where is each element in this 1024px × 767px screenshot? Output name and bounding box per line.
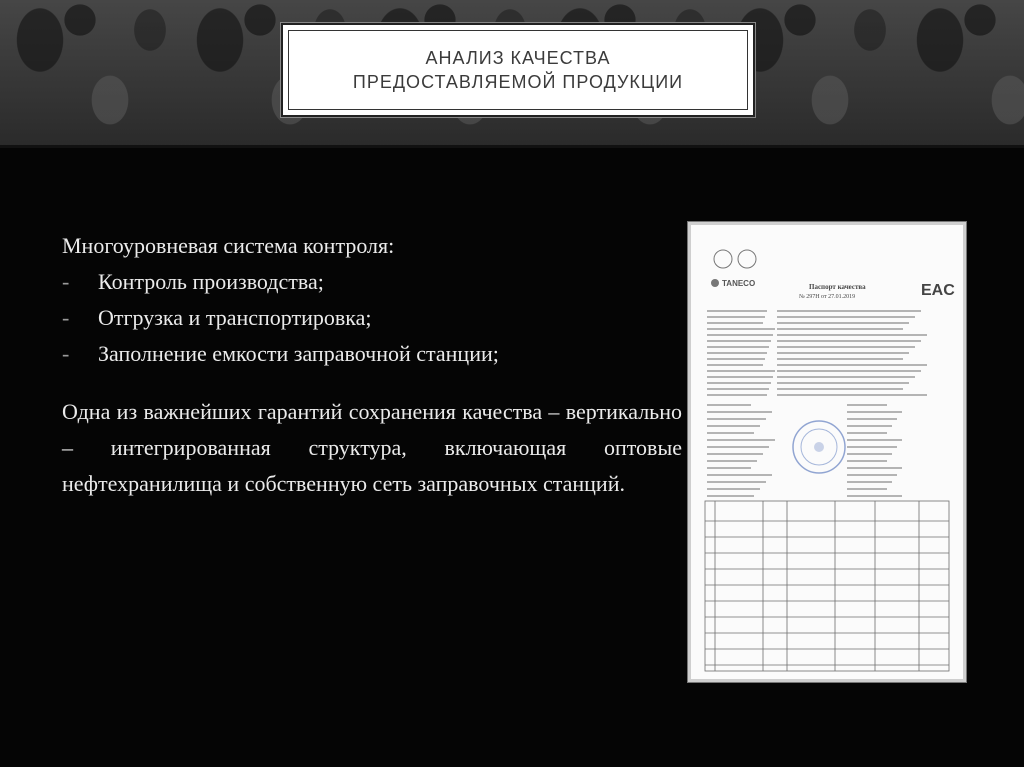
eac-mark: EAC	[921, 282, 955, 299]
control-system-heading: Многоуровневая система контроля:	[62, 233, 395, 258]
quality-stamp-icon	[793, 421, 845, 473]
slide-title-line-1: АНАЛИЗ КАЧЕСТВА	[425, 48, 611, 68]
slide-title-line-2: ПРЕДОСТАВЛЯЕМОЙ ПРОДУКЦИИ	[352, 72, 684, 92]
slide-title-frame	[288, 30, 748, 110]
passport-number: № 297Н от 27.01.2019	[799, 294, 856, 300]
control-list-item	[62, 264, 682, 300]
slide-title-box	[281, 23, 755, 117]
control-list-item	[62, 300, 682, 336]
taneco-logo-icon	[711, 279, 719, 287]
control-list-item-text: Контроль производства;	[98, 269, 324, 294]
control-list	[62, 264, 682, 372]
bullet-dash: -	[62, 269, 70, 294]
quality-guarantee-paragraph: Одна из важнейших гарантий сохранения качества – вертикально – интегрированная структура, включающая оптовые нефтехранилища и собственную сеть заправочных станций.	[62, 399, 682, 496]
document-text-lines	[707, 311, 927, 496]
control-list-item	[62, 336, 682, 372]
quality-passport-document	[691, 225, 963, 679]
control-list-item-text: Отгрузка и транспортировка;	[98, 305, 372, 330]
quality-passport-image	[688, 222, 966, 682]
passport-title: Паспорт качества	[809, 283, 866, 291]
bullet-dash: -	[62, 305, 70, 330]
certification-seal-icon	[738, 250, 756, 268]
quality-parameters-table	[705, 501, 949, 671]
bullet-dash: -	[62, 341, 70, 366]
control-list-item-text: Заполнение емкости заправочной станции;	[98, 341, 499, 366]
slide-body	[62, 228, 682, 524]
certification-seal-icon	[714, 250, 732, 268]
taneco-brand: TANECO	[722, 279, 756, 288]
